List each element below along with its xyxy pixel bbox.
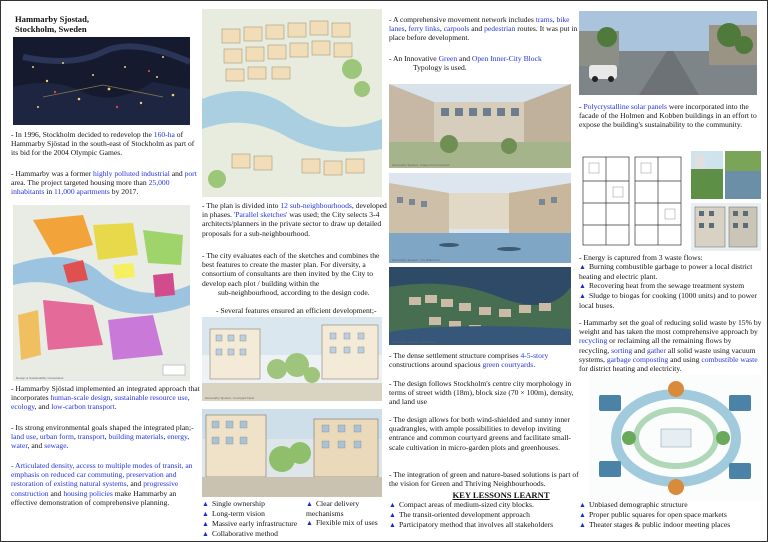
canal-graphic bbox=[725, 151, 761, 199]
land-use-plan-image: Design & Sustainability Consultants bbox=[13, 205, 190, 381]
courtyard-sketch-graphic bbox=[202, 317, 382, 401]
satellite-night-graphic bbox=[13, 37, 190, 125]
list-item: ▲ Single ownership bbox=[202, 499, 265, 508]
masterplan-sketch-image bbox=[202, 9, 382, 197]
masterplan-sketch-graphic bbox=[202, 9, 382, 197]
list-item: ▲ Participatory method that involves all stakeholders bbox=[389, 520, 554, 530]
courtyard-render-graphic bbox=[389, 84, 571, 168]
eco-cycle-diagram-graphic bbox=[589, 375, 763, 501]
environmental-goals-paragraph: - Its strong environmental goals shaped the integrated plan;- land use, urban form, transport, building materials, energy, water, and sewage. bbox=[11, 423, 194, 451]
articulated-density-paragraph: - Articulated density, access to multiple modes of transit, an emphasis on reduced car commuting, preservation and restoration of existing natural systems, and progressive construction and housing policies make Hammarby an effective demonstration of comprehensive planning. bbox=[11, 461, 193, 507]
list-item: ▲ Flexible mix of uses bbox=[306, 518, 378, 528]
sub-neighbourhoods-paragraph: - The plan is divided into 12 sub-neighbourhoods, developed in phases. 'Parallel sketches' was used; the City selects 3-4 architects/planners in the private sector to draw up detailed proposals for a sub-neighbourhood. bbox=[202, 201, 387, 238]
canal-photo-image bbox=[725, 151, 761, 199]
street-sketch-graphic bbox=[202, 409, 382, 497]
solid-waste-paragraph: - Hammarby set the goal of reducing solid waste by 15% by weight and has taken the most comprehensive approach by recycling or reclaiming all the remaining flows by recycling, sorting and gather all solid waste using vacuum systems, garbage composting and using combustible waste for district heating and electricity. bbox=[579, 318, 762, 374]
energy-list bbox=[579, 262, 763, 310]
energy-intro: - Energy is captured from 3 waste flows: bbox=[579, 253, 703, 262]
integrated-approach-paragraph: - Hammarby Sjöstad implemented an integrated approach that incorporates human-scale design, sustainable resource use, ecology, and low-carbon transport. bbox=[11, 384, 200, 412]
list-item: ▲ Massive early infrastructure bbox=[202, 519, 298, 529]
list-item: ▲ Clear delivery mechanisms bbox=[306, 499, 360, 519]
intro-paragraph: - In 1996, Stockholm decided to redevelop the 160-ha of Hammarby Sjöstad in the south-east of Stockholm as part of its bid for the 2004 Olympic Games. bbox=[11, 130, 195, 158]
poster-title: Hammarby Sjostad, Stockholm, Sweden bbox=[15, 14, 90, 34]
features-list-right bbox=[306, 499, 390, 528]
list-item: ▲ Proper public squares for open space markets bbox=[579, 510, 727, 520]
aerial-photo-image: Hammarby Sjostad - Aerial View bbox=[389, 267, 571, 345]
waterfront-render-image: Hammarby Sjostad - The Waterfront bbox=[389, 173, 571, 263]
building-facade-image bbox=[691, 203, 761, 251]
key-lessons-list-left bbox=[389, 500, 589, 530]
list-item: ▲ Theater stages & public indoor meeting places bbox=[579, 520, 731, 530]
list-item: ▲ Sludge to biogas for cooking (1000 units) and to power local buses. bbox=[579, 291, 758, 311]
green-wall-graphic bbox=[691, 151, 723, 199]
key-lessons-heading: KEY LESSONS LEARNT bbox=[452, 490, 550, 500]
block-typology-paragraph: - An Innovative Green and Open Inner-City Block Typology is used. bbox=[389, 54, 542, 73]
solar-panels-paragraph: - Polycrystalline solar panels were incorporated into the facade of the Holmen and Kobben buildings in an effort to expose the building's sustainability to the community. bbox=[579, 102, 757, 130]
list-item: ▲ Collaborative method bbox=[202, 529, 278, 539]
waterfront-render-graphic bbox=[389, 173, 571, 263]
land-use-plan-graphic bbox=[13, 205, 190, 381]
settlement-structure-paragraph: - The dense settlement structure comprises 4-5-story constructions around spacious green courtyards. bbox=[389, 351, 549, 370]
key-lessons-list-right bbox=[579, 500, 765, 530]
history-paragraph: - Hammarby was a former highly polluted industrial and port area. The project targeted housing more than 25,000 inhabitants in 11,000 apartments by 2017. bbox=[11, 169, 197, 197]
list-item: ▲ Compact areas of medium-sized city blocks. bbox=[389, 500, 534, 509]
street-sketch-image bbox=[202, 409, 382, 497]
list-item: ▲ Burning combustible garbage to power a local district heating and electric plant. bbox=[579, 262, 753, 282]
courtyard-render-image: Hammarby Sjostad - Image from Courtyard bbox=[389, 84, 571, 168]
building-facade-graphic bbox=[691, 203, 761, 251]
green-wall-photo-image bbox=[691, 151, 723, 199]
features-list-left bbox=[202, 499, 312, 539]
satellite-night-image bbox=[13, 37, 190, 125]
quadrangles-paragraph: - The design allows for both wind-shielded and sunny inner quadrangles, with ample possibilities to develop inviting entrance and common courtyard greens and facilitate small-scale cultivation in micro-garden plots and greenhouses. bbox=[389, 415, 571, 452]
list-item: ▲ The transit-oriented development approach bbox=[389, 510, 530, 520]
list-item: ▲ Recovering heat from the sewage treatment system bbox=[579, 281, 745, 291]
street-photo-image bbox=[579, 11, 757, 95]
floor-plan-image bbox=[577, 151, 687, 251]
list-item: ▲ Unbiased demographic structure bbox=[579, 500, 688, 509]
floor-plan-graphic bbox=[577, 151, 687, 251]
movement-network-paragraph: - A comprehensive movement network includes trams, bike lanes, ferry links, carpools and pedestrian routes. It was put in place before development. bbox=[389, 15, 578, 43]
street-photo-graphic bbox=[579, 11, 757, 95]
green-integration-paragraph: - The integration of green and nature-based solutions is part of the vision for Green and Thriving Neighbourhoods. bbox=[389, 470, 579, 489]
eco-cycle-diagram-image bbox=[589, 375, 763, 501]
list-item: ▲ Long-term vision bbox=[202, 509, 265, 519]
aerial-photo-graphic bbox=[389, 267, 571, 345]
features-intro: - Several features ensured an efficient development;- bbox=[216, 306, 377, 315]
morphology-paragraph: - The design follows Stockholm's centre city morphology in terms of street width (18m), block size (70 × 100m), density, and land use bbox=[389, 379, 574, 407]
city-evaluation-paragraph: - The city evaluates each of the sketches and combines the best features to create the master plan. For diversity, a consortium of consultants are then invited by the City to develop each plot / building within the sub-neighbourhood, according to the design code. bbox=[202, 251, 380, 297]
courtyard-sketch-image: Hammarby Sjostad - Courtyard block bbox=[202, 317, 382, 401]
